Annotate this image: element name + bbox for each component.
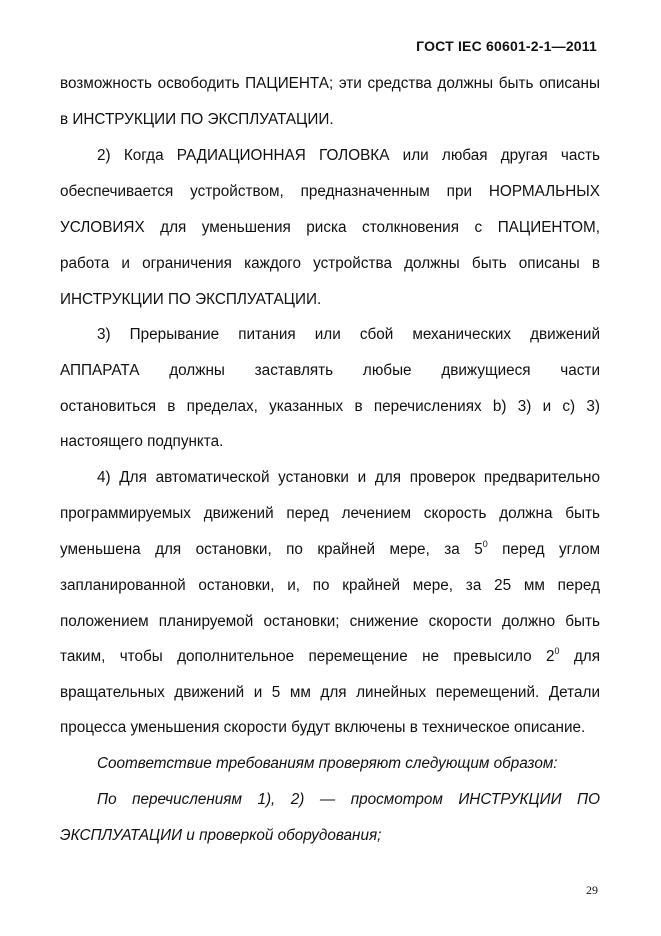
text-segment: таким, чтобы дополнительное перемещение не превысило 2 — [60, 648, 555, 665]
page-number: 29 — [586, 883, 598, 897]
text-line: ИНСТРУКЦИИ ПО ЭКСПЛУАТАЦИИ. — [60, 291, 322, 308]
text-line: процесса уменьшения скорости будут включены в техническое описание. — [60, 719, 586, 736]
text-line — [60, 540, 600, 560]
text-segment: для — [559, 648, 600, 665]
degree-superscript: 0 — [482, 539, 488, 549]
text-line: 2) Когда РАДИАЦИОННАЯ ГОЛОВКА или любая другая часть — [97, 147, 600, 164]
degree-superscript: 0 — [554, 646, 560, 656]
text-line: вращательных движений и 5 мм для линейных перемещений. Детали — [60, 684, 600, 701]
text-line: программируемых движений перед лечением скорость должна быть — [60, 505, 600, 522]
text-line: АППАРАТА должны заставлять любые движущиеся части — [60, 362, 600, 379]
text-line: настоящего подпункта. — [60, 433, 224, 450]
text-line: По перечислениям 1), 2) — просмотром ИНСТРУКЦИИ ПО — [97, 791, 600, 808]
text-line: в ИНСТРУКЦИИ ПО ЭКСПЛУАТАЦИИ. — [60, 111, 334, 128]
text-line: запланированной остановки, и, по крайней мере, за 25 мм перед — [60, 577, 600, 594]
compliance-heading: Соответствие требованиям проверяют следующим образом: — [97, 755, 558, 772]
text-segment: уменьшена для остановки, по крайней мере, за 5 — [60, 541, 483, 558]
text-segment: перед углом — [487, 541, 600, 558]
text-line: работа и ограничения каждого устройства должны быть описаны в — [60, 255, 600, 272]
text-line: возможность освободить ПАЦИЕНТА; эти средства должны быть описаны — [60, 75, 600, 92]
text-line: положением планируемой остановки; снижение скорости должно быть — [60, 613, 600, 630]
text-line: обеспечивается устройством, предназначенным при НОРМАЛЬНЫХ — [60, 183, 600, 200]
text-line — [60, 647, 600, 667]
text-line: 3) Прерывание питания или сбой механических движений — [97, 326, 600, 343]
document-header: ГОСТ IEC 60601-2-1—2011 — [416, 38, 597, 54]
text-line: УСЛОВИЯХ для уменьшения риска столкновения с ПАЦИЕНТОМ, — [60, 219, 600, 236]
text-line: ЭКСПЛУАТАЦИИ и проверкой оборудования; — [60, 827, 382, 844]
text-line: остановиться в пределах, указанных в перечислениях b) 3) и c) 3) — [60, 398, 600, 415]
text-line: 4) Для автоматической установки и для проверок предварительно — [97, 469, 600, 486]
